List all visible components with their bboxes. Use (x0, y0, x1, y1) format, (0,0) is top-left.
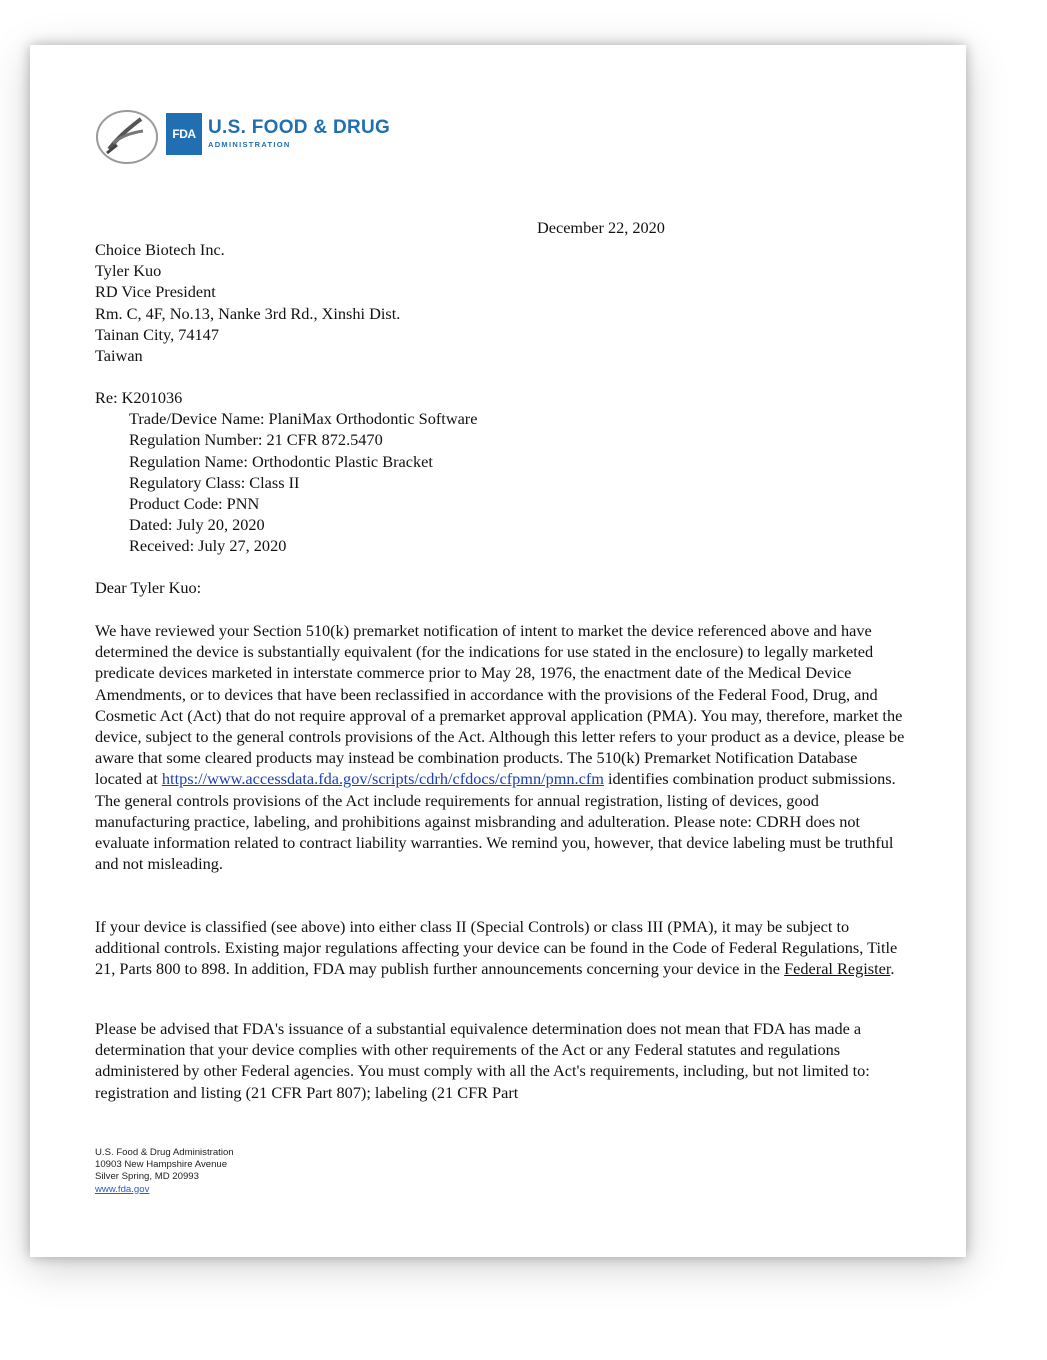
paragraph-1-text-a: We have reviewed your Section 510(k) premarket notification of intent to market the device referenced above and have determined the device is substantially equivalent (for the indications for use stated in the enclosure) to legally marketed predicate devices marketed in interstate commerce prior to May 28, 1976, the enactment date of the Medical Device Amendments, or to devices that have been reclassified in accordance with the provisions of the Federal Food, Drug, and Cosmetic Act (Act) that do not require approval of a premarket approval application (PMA). You may, therefore, market the device, subject to the general controls provisions of the Act. Although this letter refers to your product as a device, please be aware that some cleared products may instead be combination products. The 510(k) Premarket Notification Database located at (95, 621, 905, 789)
letter-footer (95, 1147, 234, 1196)
paragraph-2-text-a: If your device is classified (see above) into either class II (Special Controls) or class III (PMA), it may be subject to additional controls. Existing major regulations affecting your device can be found in the Code of Federal Regulations, Title 21, Parts 800 to 898. In addition, FDA may publish further announcements concerning your device in the (95, 917, 898, 979)
letter-date: December 22, 2020 (537, 218, 665, 237)
re-dated: Dated: July 20, 2020 (129, 515, 265, 535)
federal-register-link[interactable]: Federal Register (784, 959, 891, 979)
recipient-company: Choice Biotech Inc. (95, 240, 225, 259)
re-regulation-name: Regulation Name: Orthodontic Plastic Bracket (129, 451, 433, 471)
paragraph-2 (95, 916, 907, 980)
footer-website-link[interactable]: www.fda.gov (95, 1183, 150, 1195)
paragraph-3: Please be advised that FDA's issuance of a substantial equivalence determination does not mean that FDA has made a determination that your device complies with other requirements of the Act or any Federal statutes and regulations administered by other Federal agencies. You must comply with all the Act's requirements, including, but not limited to: registration and listing (21 CFR Part 807); labeling (21 CFR Part (95, 1019, 870, 1102)
footer-street: 10903 New Hampshire Avenue (95, 1159, 228, 1171)
re-regulation-number: Regulation Number: 21 CFR 872.5470 (129, 430, 383, 450)
paragraph-1-text-b: identifies combination product submissions. The general controls provisions of the Act include requirements for annual registration, listing of devices, good manufacturing practice, labeling, and prohibitions against misbranding and adulteration. Please note: CDRH does not evaluate information related to contract liability warranties. We remind you, however, that device labeling must be truthful and not misleading. (95, 769, 896, 874)
salutation: Dear Tyler Kuo: (95, 578, 202, 597)
fda-letterhead-logo (95, 103, 395, 173)
reference-block (95, 387, 477, 557)
agency-name: U.S. FOOD & DRUG (208, 117, 391, 138)
recipient-street: Rm. C, 4F, No.13, Nanke 3rd Rd., Xinshi Dist. (95, 303, 401, 323)
footer-city: Silver Spring, MD 20993 (95, 1171, 199, 1183)
paragraph-2-text-b: . (890, 959, 895, 979)
recipient-country: Taiwan (95, 346, 143, 366)
agency-subtitle: ADMINISTRATION (208, 140, 291, 149)
re-regulatory-class: Regulatory Class: Class II (129, 472, 300, 492)
paragraph-1 (95, 620, 907, 874)
fda-badge: FDA (166, 113, 202, 155)
letter-page (30, 45, 966, 1257)
re-trade-name: Trade/Device Name: PlaniMax Orthodontic Software (129, 409, 478, 429)
re-product-code: Product Code: PNN (129, 494, 260, 514)
re-line: Re: K201036 (95, 388, 183, 407)
hhs-seal-icon (95, 109, 159, 165)
footer-org: U.S. Food & Drug Administration (95, 1147, 234, 1158)
recipient-city: Tainan City, 74147 (95, 324, 219, 344)
pmn-database-link[interactable]: https://www.accessdata.fda.gov/scripts/cdrh/cfdocs/cfpmn/pmn.cfm (161, 769, 604, 789)
re-received: Received: July 27, 2020 (129, 536, 287, 556)
recipient-address (95, 239, 400, 366)
recipient-title: RD Vice President (95, 282, 216, 302)
recipient-name: Tyler Kuo (95, 261, 162, 281)
